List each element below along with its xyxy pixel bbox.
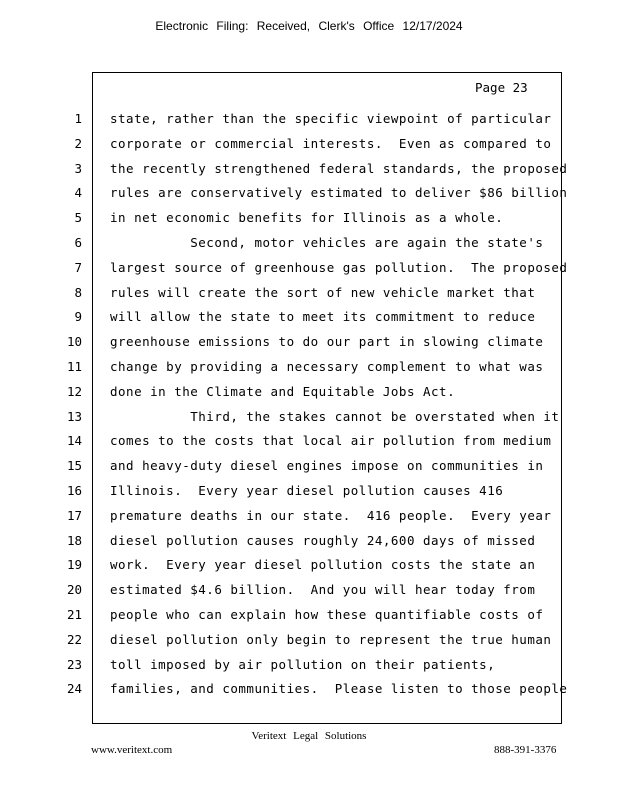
line-number: 6 [74, 235, 82, 250]
transcript-line: will allow the state to meet its commitment to reduce [110, 309, 536, 325]
line-number: 20 [66, 582, 82, 598]
transcript-line: diesel pollution only begin to represent the true human [110, 631, 552, 647]
line-number: 2 [74, 135, 82, 151]
transcript-line: Illinois. Every year diesel pollution causes 416 [110, 483, 504, 498]
transcript-line: premature deaths in our state. 416 people. Every year [110, 507, 552, 523]
line-number: 21 [66, 607, 82, 622]
transcript-line: rules are conservatively estimated to deliver $86 billion [110, 185, 568, 201]
line-number: 13 [66, 408, 82, 424]
transcript-line: Third, the stakes cannot be overstated when it [110, 408, 560, 424]
footer-company: Veritext Legal Solutions [251, 730, 367, 742]
transcript-line: done in the Climate and Equitable Jobs Act. [110, 383, 456, 399]
transcript-line: families, and communities. Please listen to those people [110, 681, 568, 697]
footer-website: www.veritext.com [91, 744, 173, 756]
footer-phone: 888-391-3376 [494, 744, 557, 756]
line-number: 11 [66, 359, 82, 374]
transcript-line: corporate or commercial interests. Even as compared to [110, 135, 552, 151]
transcript-line: state, rather than the specific viewpoint of particular [110, 111, 552, 126]
transcript-line: largest source of greenhouse gas pollution. The proposed [110, 259, 568, 275]
transcript-line: change by providing a necessary complement to what was [110, 359, 544, 374]
line-number: 22 [66, 631, 82, 647]
transcript-line: toll imposed by air pollution on their patients, [110, 656, 496, 672]
line-number: 18 [66, 532, 82, 548]
line-number: 3 [74, 160, 82, 176]
line-number: 24 [66, 681, 82, 697]
line-number: 16 [66, 483, 82, 498]
line-number: 23 [66, 656, 82, 672]
line-number: 1 [74, 111, 82, 126]
line-number: 8 [74, 284, 82, 300]
line-number: 19 [66, 557, 82, 573]
transcript-line: diesel pollution causes roughly 24,600 days of missed [110, 532, 536, 548]
filing-stamp: Electronic Filing: Received, Clerk's Office 12/17/2024 [155, 19, 463, 33]
page-number: Page 23 [475, 80, 528, 95]
line-number: 17 [66, 507, 82, 523]
line-number: 9 [74, 309, 82, 325]
line-number: 4 [74, 185, 82, 201]
line-number: 5 [74, 210, 82, 226]
line-number: 10 [66, 334, 82, 350]
line-number: 12 [66, 383, 82, 399]
transcript-line: and heavy-duty diesel engines impose on communities in [110, 458, 544, 474]
transcript-line: work. Every year diesel pollution costs the state an [110, 557, 536, 573]
transcript-line: people who can explain how these quantifiable costs of [110, 607, 544, 622]
line-number: 14 [66, 433, 82, 449]
transcript-line: Second, motor vehicles are again the state's [110, 235, 544, 250]
line-number: 7 [74, 259, 82, 275]
transcript-line: rules will create the sort of new vehicle market that [110, 284, 536, 300]
transcript-line: estimated $4.6 billion. And you will hear today from [110, 582, 536, 598]
transcript-line: comes to the costs that local air pollution from medium [110, 433, 552, 449]
transcript-line: greenhouse emissions to do our part in slowing climate [110, 334, 544, 350]
line-number: 15 [66, 458, 82, 474]
transcript-line: the recently strengthened federal standards, the proposed [110, 160, 568, 176]
transcript-line: in net economic benefits for Illinois as a whole. [110, 210, 504, 226]
